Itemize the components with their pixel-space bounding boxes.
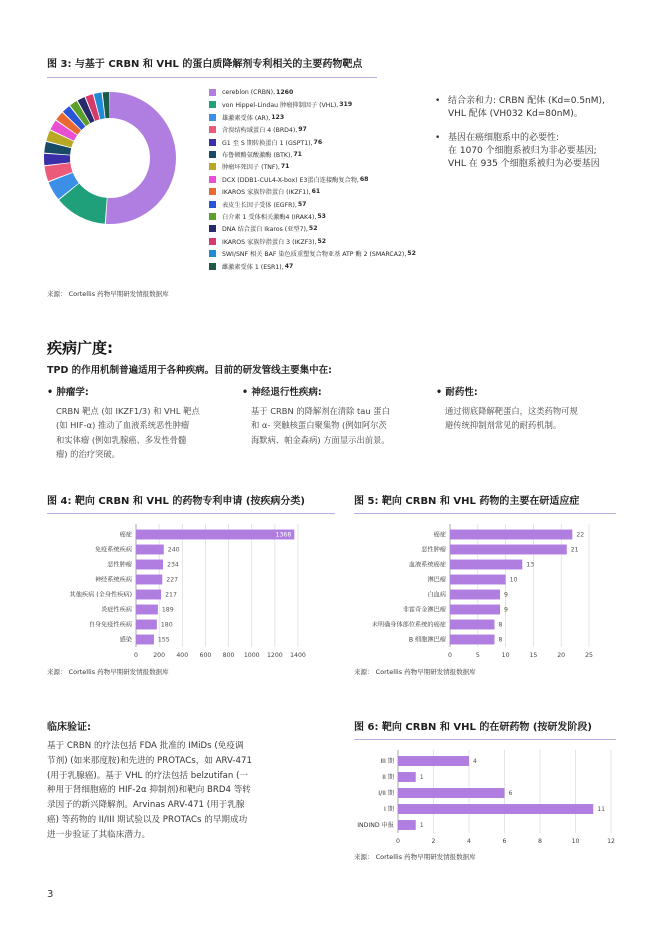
bar <box>450 605 500 615</box>
legend-swatch <box>209 114 216 121</box>
value-label: 1 <box>419 774 424 782</box>
legend-swatch <box>209 126 216 133</box>
value-label: 10 <box>509 576 518 584</box>
column-neuro <box>242 384 417 447</box>
legend-item <box>209 138 322 147</box>
x-tick-label: 12 <box>607 838 615 845</box>
clinical-line: 进一步验证了其临床潜力。 <box>47 829 151 840</box>
clinical-body <box>47 739 337 843</box>
column-resistance-line: 通过彻底降解靶蛋白，这类药物可规 <box>445 406 578 416</box>
legend-count: 52 <box>317 237 327 245</box>
bar <box>136 560 163 570</box>
fig3-source: 来源： Cortellis 药物早期研发情报数据库 <box>47 290 169 298</box>
legend-count: 76 <box>313 138 323 146</box>
legend-count: 97 <box>298 126 307 134</box>
value-label: 227 <box>166 576 179 584</box>
bar <box>136 620 157 630</box>
x-tick-label: 5 <box>475 652 480 659</box>
legend-label: DCX (DDB1-CUL4-X-box) E3蛋白连接酶复合物, <box>222 176 359 184</box>
column-neuro-head: 神经退行性疾病: <box>251 387 322 398</box>
bar <box>398 756 469 766</box>
category-label: 癌症 <box>433 531 446 539</box>
column-oncology-line: CRBN 靶点 (如 IKZF1/3) 和 VHL 靶点 <box>56 406 200 416</box>
legend-count: 71 <box>293 151 302 158</box>
note-affinity-line1: 结合亲和力: CRBN 配体 (Kd=0.5nM), <box>448 96 605 106</box>
category-label: 自身免疫性疾病 <box>88 621 132 629</box>
legend-item <box>209 125 307 134</box>
legend-item <box>209 200 306 209</box>
bar <box>450 530 572 540</box>
fig5-bar-chart <box>346 522 606 662</box>
column-oncology-head: 肿瘤学: <box>56 387 89 398</box>
legend-item <box>209 262 293 271</box>
disease-subtitle: TPD 的作用机制普遍适用于各种疾病。目前的研发管线主要集中在: <box>47 365 332 376</box>
legend-swatch <box>209 89 216 96</box>
value-label: 11 <box>597 806 606 814</box>
bar <box>450 545 567 555</box>
column-neuro-line: 海默病、帕金森病) 方面显示出前景。 <box>251 434 390 445</box>
category-label: 癌症 <box>119 531 132 539</box>
bar <box>398 820 416 830</box>
clinical-line: 癌) 等药物的 II/III 期试验以及 PROTACs 的早期成功 <box>47 814 248 825</box>
legend-label: von Hippel-Lindau 肿瘤抑制因子 (VHL), <box>222 102 339 110</box>
legend-item <box>209 150 302 159</box>
legend-count: 47 <box>284 262 294 270</box>
category-label: 感染 <box>119 636 132 644</box>
category-label: II 期 <box>382 774 394 782</box>
fig3-legend <box>209 88 449 288</box>
legend-count: 1260 <box>276 89 294 96</box>
bar <box>450 620 494 630</box>
value-label: 8 <box>498 621 503 629</box>
value-label: 234 <box>167 561 179 569</box>
page-number: 3 <box>47 889 54 900</box>
note-essentiality-line1: 基因在癌细胞系中的必要性: <box>448 133 560 143</box>
x-tick-label: 15 <box>529 652 538 659</box>
legend-label: 雌激素受体 1 (ESR1), <box>222 263 284 271</box>
value-label: 9 <box>504 606 508 614</box>
value-label: 9 <box>504 591 508 599</box>
legend-count: 319 <box>339 101 353 109</box>
disease-heading: 疾病广度: <box>47 339 113 357</box>
value-label: 240 <box>167 546 180 554</box>
clinical-line: 种用于肾细胞癌的 HIF-2α 抑制剂)和靶向 BRD4 等转 <box>47 785 251 796</box>
category-label: INDIND 申报 <box>357 822 394 830</box>
legend-swatch <box>209 225 216 232</box>
x-tick-label: 200 <box>153 652 166 659</box>
column-neuro-line: 基于 CRBN 的降解剂在清除 tau 蛋白 <box>251 406 390 416</box>
value-label: 6 <box>508 790 513 798</box>
fig3-donut-chart <box>40 88 180 228</box>
legend-item <box>209 187 320 196</box>
bar <box>398 804 593 814</box>
category-label: 恶性肿瘤 <box>107 561 132 569</box>
bar <box>136 530 294 540</box>
legend-label: IKAROS 家族锌指蛋白 3 (IKZF3), <box>222 238 317 246</box>
legend-swatch <box>209 163 216 170</box>
note-essentiality-line3: VHL 在 935 个细胞系被归为必要基因 <box>448 159 600 169</box>
column-resistance-head: 耐药性: <box>445 387 478 398</box>
legend-swatch <box>209 263 216 270</box>
bar <box>450 590 500 600</box>
note-affinity-line2: VHL 配体 (VH032 Kd=80nM)。 <box>448 109 583 119</box>
category-label: 炎症性疾病 <box>101 606 132 614</box>
bar <box>136 605 158 615</box>
value-label: 189 <box>161 606 174 614</box>
legend-item <box>209 100 352 109</box>
legend-label: 雄激素受体 (AR), <box>222 114 271 122</box>
legend-swatch <box>209 101 216 108</box>
clinical-line: 节剂) (如来那度胺)和先进的 PROTACs，如 ARV-471 <box>47 755 252 766</box>
fig5-source: 来源： Cortellis 药物早期研发情报数据库 <box>354 668 476 676</box>
x-tick-label: 600 <box>199 652 212 659</box>
category-label: 血液系统癌症 <box>408 561 446 569</box>
legend-count: 57 <box>297 200 307 208</box>
x-tick-label: 0 <box>396 838 400 845</box>
legend-label: G1 至 S 期转换蛋白 1 (GSPT1), <box>222 139 313 147</box>
legend-swatch <box>209 188 216 195</box>
legend-item <box>209 212 326 221</box>
column-resistance-line: 避传统抑制剂常见的耐药机制。 <box>445 420 562 431</box>
value-label: 13 <box>526 561 535 569</box>
value-label: 21 <box>570 546 579 554</box>
legend-label: IKAROS 家族锌指蛋白 (IKZF1), <box>222 189 311 197</box>
column-oncology-line: (如 HIF-α) 推动了血液系统恶性肿瘤 <box>56 420 190 431</box>
legend-label: 白介素 1 受体相关激酶4 (IRAK4), <box>222 214 317 221</box>
fig6-rule <box>354 739 616 740</box>
fig4-rule <box>47 513 335 514</box>
legend-label: SWI/SNF 相关 BAF 染色质重塑复合物亚基 ATP 酶 2 (SMARCA2), <box>222 251 407 259</box>
category-label: I/II 期 <box>378 790 394 798</box>
legend-label: DNA 结合蛋白 Ikaros (亚型7), <box>222 226 308 234</box>
column-oncology-line: 和实体瘤 (例如乳腺癌、多发性骨髓 <box>56 434 187 445</box>
category-label: 非霍奇金淋巴瘤 <box>402 606 446 614</box>
x-tick-label: 8 <box>538 838 542 845</box>
fig3-rule <box>47 77 377 78</box>
category-label: B 细胞淋巴瘤 <box>408 636 446 644</box>
bar <box>136 635 154 645</box>
x-tick-label: 10 <box>501 652 510 659</box>
bullet-icon: • <box>242 387 249 398</box>
fig3-title: 图 3: 与基于 CRBN 和 VHL 的蛋白质降解剂专利相关的主要药物靶点 <box>47 59 363 70</box>
bar <box>136 575 162 585</box>
column-oncology <box>47 384 217 461</box>
legend-label: 表皮生长因子受体 (EGFR), <box>222 201 297 209</box>
note-essentiality-line2: 在 1070 个细胞系被归为非必要基因; <box>448 146 597 156</box>
category-label: 神经系统疾病 <box>94 576 132 584</box>
legend-count: 68 <box>359 175 369 183</box>
x-tick-label: 20 <box>557 652 566 659</box>
x-tick-label: 10 <box>571 838 580 845</box>
legend-swatch <box>209 238 216 245</box>
legend-count: 71 <box>280 163 290 171</box>
fig6-title: 图 6: 靶向 CRBN 和 VHL 的在研药物 (按研发阶段) <box>354 722 592 733</box>
x-tick-label: 800 <box>222 652 235 659</box>
x-tick-label: 1200 <box>266 652 283 659</box>
legend-item <box>209 249 416 258</box>
legend-label: 肿瘤坏死因子 (TNF), <box>222 164 280 172</box>
fig5-title: 图 5: 靶向 CRBN 和 VHL 药物的主要在研适应症 <box>354 496 580 507</box>
bar <box>398 788 505 798</box>
legend-label: 含溴结构域蛋白 4 (BRD4), <box>222 127 298 135</box>
column-neuro-line: 和 α- 突触核蛋白聚集物 (例如阿尔茨 <box>251 420 387 431</box>
category-label: III 期 <box>380 758 394 766</box>
legend-item <box>209 113 284 122</box>
bar <box>136 545 164 555</box>
legend-item <box>209 237 326 246</box>
legend-count: 123 <box>271 113 285 121</box>
legend-item <box>209 162 289 171</box>
legend-swatch <box>209 151 216 158</box>
legend-swatch <box>209 201 216 208</box>
value-label: 1 <box>419 822 424 830</box>
fig4-title: 图 4: 靶向 CRBN 和 VHL 的药物专利申请 (按疾病分类) <box>47 496 305 507</box>
x-tick-label: 1400 <box>290 652 306 659</box>
category-label: 白血病 <box>427 591 446 599</box>
legend-count: 52 <box>407 250 416 258</box>
value-label: 217 <box>165 591 177 599</box>
fig6-source: 来源： Cortellis 药物早期研发情报数据库 <box>354 853 476 861</box>
bullet-icon: • <box>435 133 441 143</box>
legend-count: 52 <box>308 225 318 233</box>
legend-label: cereblon (CRBN), <box>222 89 276 96</box>
column-oncology-line: 瘤) 的治疗突破。 <box>56 448 120 459</box>
bar <box>136 590 161 600</box>
bullet-icon: • <box>435 96 441 106</box>
legend-count: 61 <box>311 188 321 196</box>
fig4-bar-chart <box>40 522 336 662</box>
category-label: 其他疾病 (全身性疾病) <box>69 591 132 599</box>
legend-count: 53 <box>317 213 326 220</box>
fig5-rule <box>354 513 616 514</box>
category-label: I 期 <box>384 806 394 814</box>
x-tick-label: 2 <box>431 838 436 845</box>
fig4-source: 来源： Cortellis 药物早期研发情报数据库 <box>47 668 169 676</box>
legend-swatch <box>209 250 216 257</box>
legend-swatch <box>209 139 216 146</box>
legend-item <box>209 175 368 184</box>
bar <box>450 635 494 645</box>
value-label: 4 <box>473 758 477 766</box>
bar <box>398 772 416 782</box>
legend-swatch <box>209 213 216 220</box>
category-label: 淋巴瘤 <box>427 576 446 584</box>
legend-label: 布鲁顿酪氨酸激酶 (BTK), <box>222 152 293 159</box>
x-tick-label: 0 <box>134 652 138 659</box>
fig6-bar-chart <box>346 750 616 846</box>
legend-swatch <box>209 176 216 183</box>
value-label: 8 <box>498 636 503 644</box>
clinical-heading: 临床验证: <box>47 722 91 733</box>
bullet-icon: • <box>47 387 54 398</box>
value-label: 22 <box>576 531 585 539</box>
x-tick-label: 6 <box>502 838 507 845</box>
clinical-line: (用于乳腺癌)。基于 VHL 的疗法包括 belzutifan (一 <box>47 770 249 781</box>
category-label: 免疫系统疾病 <box>94 546 132 554</box>
legend-item <box>209 224 318 233</box>
x-tick-label: 1000 <box>243 652 260 659</box>
value-label: 180 <box>160 621 173 629</box>
bar <box>450 560 522 570</box>
clinical-line: 基于 CRBN 的疗法包括 FDA 批准的 IMiDs (免疫调 <box>47 741 244 751</box>
x-tick-label: 400 <box>176 652 189 659</box>
category-label: 恶性肿瘤 <box>421 546 446 554</box>
x-tick-label: 4 <box>467 838 471 845</box>
bullet-icon: • <box>436 387 443 398</box>
column-resistance <box>436 384 616 433</box>
x-tick-label: 0 <box>448 652 452 659</box>
bar <box>450 575 506 585</box>
side-notes <box>435 95 635 171</box>
legend-item <box>209 88 293 97</box>
x-tick-label: 25 <box>585 652 593 659</box>
clinical-line: 录因子的新兴降解剂。Arvinas ARV-471 (用于乳腺 <box>47 800 245 811</box>
category-label: 未明确身体部位系统的癌症 <box>371 621 446 629</box>
value-label: 155 <box>157 636 170 644</box>
value-label: 1368 <box>275 531 292 539</box>
